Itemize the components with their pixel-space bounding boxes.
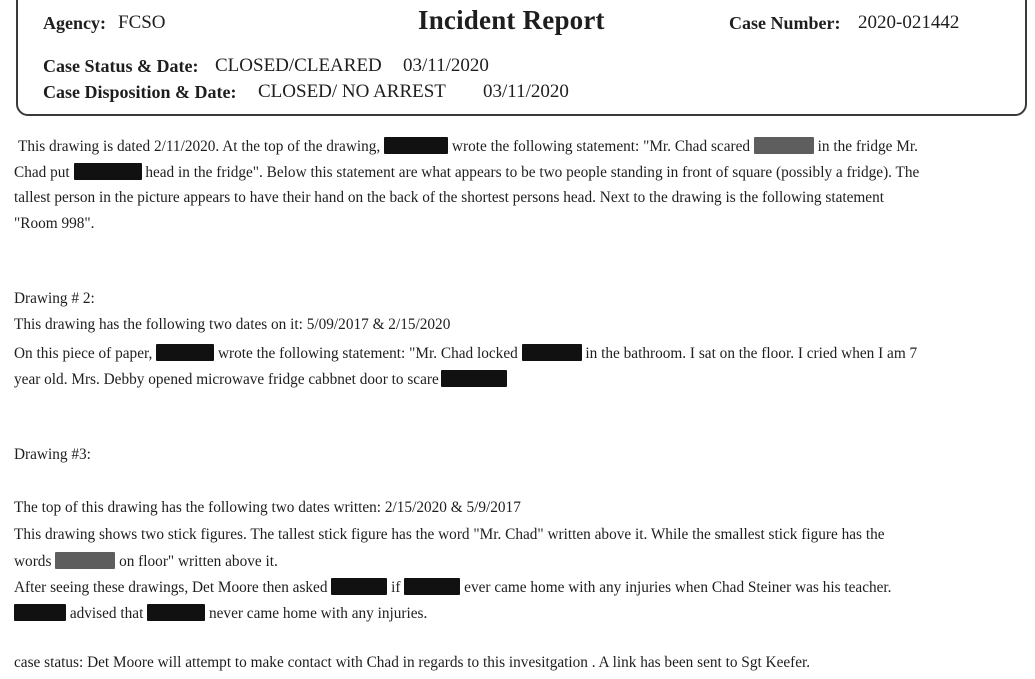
text: on floor" written above it.	[119, 553, 278, 570]
text: ever came home with any injuries when Chad Steiner was his teacher.	[464, 579, 892, 596]
case-number-value: 2020-021442	[858, 12, 960, 33]
drawing-3-line-5	[14, 604, 427, 621]
case-number-label: Case Number:	[729, 13, 841, 33]
drawing-2-line-1: This drawing has the following two dates on it: 5/09/2017 & 2/15/2020	[14, 316, 451, 333]
text: year old. Mrs. Debby opened microwave fridge cabbnet door to scare	[14, 371, 439, 388]
drawing-3-line-1: The top of this drawing has the following two dates written: 2/15/2020 & 5/9/2017	[14, 499, 521, 516]
redaction-box	[384, 137, 448, 154]
paragraph-1-line-3: tallest person in the picture appears to have their hand on the back of the shortest persons head. Next to the drawing is the following statement	[14, 189, 884, 206]
drawing-3-line-3	[14, 552, 278, 569]
redaction-box	[74, 163, 142, 180]
redaction-box	[147, 604, 205, 621]
case-status-date: 03/11/2020	[403, 55, 489, 76]
case-disposition-date: 03/11/2020	[483, 81, 569, 102]
drawing-2-heading: Drawing # 2:	[14, 290, 95, 307]
text: After seeing these drawings, Det Moore then asked	[14, 579, 328, 596]
text: advised that	[69, 605, 144, 622]
report-title: Incident Report	[418, 5, 605, 35]
drawing-2-line-2	[14, 344, 917, 361]
case-status-value: CLOSED/CLEARED	[215, 55, 382, 76]
redaction-box	[55, 552, 115, 569]
paragraph-1-line-1	[18, 137, 918, 154]
redaction-box	[156, 344, 214, 361]
redaction-box	[522, 344, 582, 361]
drawing-3-heading: Drawing #3:	[14, 446, 91, 463]
drawing-2-line-3	[14, 370, 507, 387]
text: in the bathroom. I sat on the floor. I cried when I am 7	[585, 345, 918, 362]
redaction-box	[404, 578, 460, 595]
text: Chad put	[14, 164, 70, 181]
text: wrote the following statement: "Mr. Chad locked	[217, 345, 518, 362]
text: never came home with any injuries.	[208, 605, 428, 622]
redaction-box	[14, 604, 66, 621]
text: head in the fridge". Below this statement are what appears to be two people standing in front of square (possibly a fridge). The	[145, 164, 920, 181]
drawing-3-line-2: This drawing shows two stick figures. The tallest stick figure has the word "Mr. Chad" written above it. While the smallest stick figure has the	[14, 526, 885, 543]
paragraph-1-line-4: "Room 998".	[14, 215, 95, 232]
text: words	[14, 553, 52, 570]
agency-label: Agency:	[43, 13, 106, 33]
agency-value: FCSO	[118, 12, 166, 33]
case-disposition-label: Case Disposition & Date:	[43, 82, 237, 102]
redaction-box	[441, 370, 507, 387]
text: This drawing is dated 2/11/2020. At the top of the drawing,	[18, 138, 381, 155]
paragraph-1-line-2	[14, 163, 919, 180]
case-status-line: case status: Det Moore will attempt to make contact with Chad in regards to this invesitgation . A link has been sent to Sgt Keefer.	[14, 654, 811, 671]
drawing-3-line-4	[14, 578, 892, 595]
text: in the fridge Mr.	[817, 138, 918, 155]
text: On this piece of paper,	[14, 345, 153, 362]
redaction-box	[331, 578, 387, 595]
case-status-label: Case Status & Date:	[43, 56, 199, 76]
text: wrote the following statement: "Mr. Chad scared	[451, 138, 751, 155]
text: if	[391, 579, 401, 596]
redaction-box	[754, 137, 814, 154]
case-disposition-value: CLOSED/ NO ARREST	[258, 81, 446, 102]
